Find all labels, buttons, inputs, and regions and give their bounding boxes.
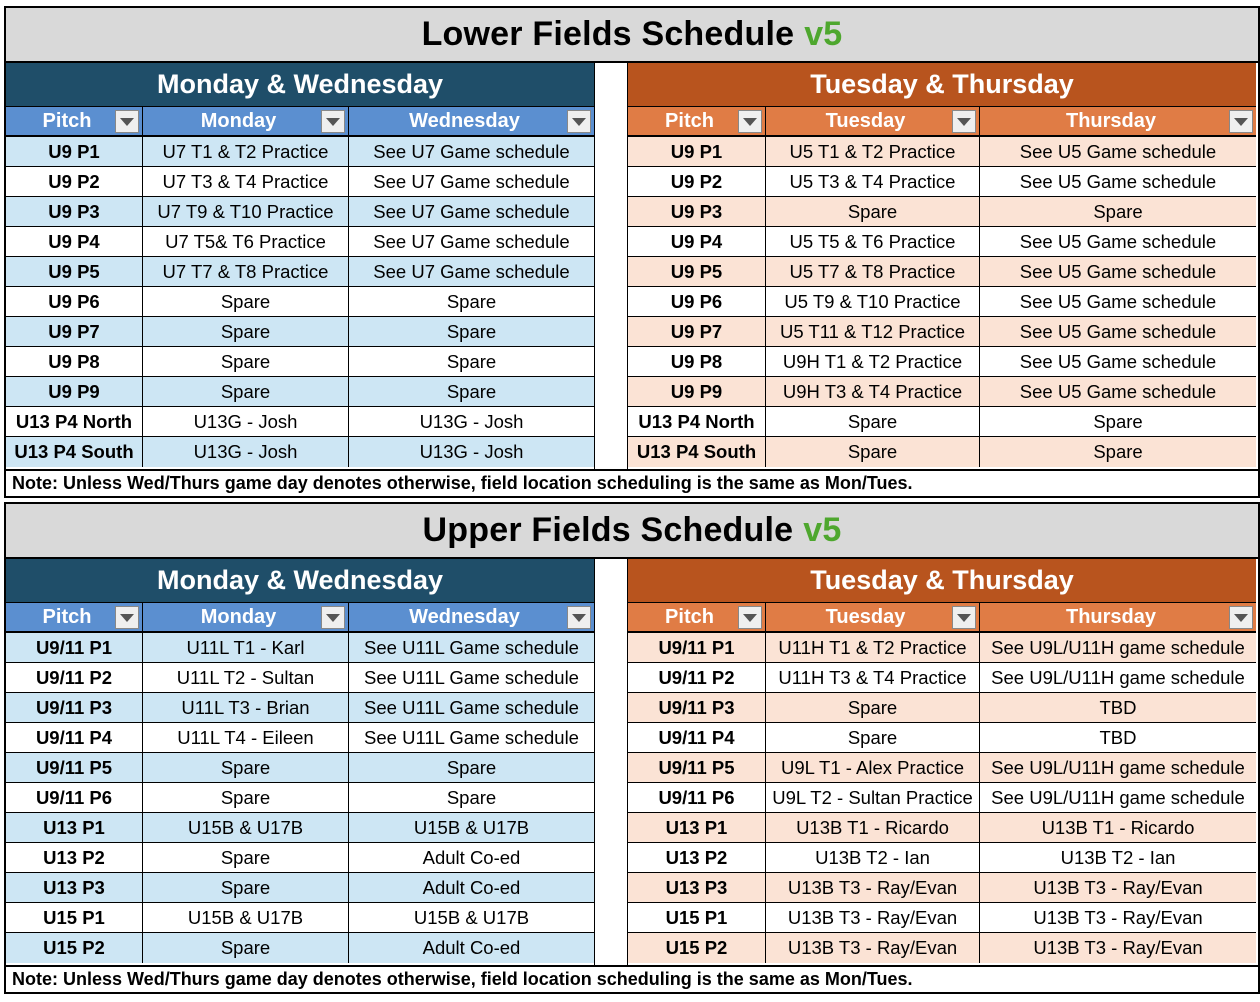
column-header [143,107,349,135]
schedule-cell[interactable]: U13B T3 - Ray/Evan [766,933,980,963]
chevron-down-icon [572,614,586,622]
pitch-cell[interactable]: U13 P4 North [628,407,766,436]
pitch-cell[interactable]: U9/11 P2 [6,663,143,692]
schedule-cell[interactable]: Spare [143,377,349,406]
schedule-cell[interactable]: Adult Co-ed [349,933,594,963]
version-label: v5 [804,15,843,53]
schedule-cell[interactable]: See U5 Game schedule [980,257,1256,286]
day-group-header: Tuesday & Thursday [628,63,1256,107]
schedule-cell[interactable]: U13B T3 - Ray/Evan [980,933,1256,963]
table-row [628,873,1256,903]
pitch-cell[interactable]: U9 P5 [628,257,766,286]
schedule-cell[interactable]: U15B & U17B [143,813,349,842]
schedule-cell[interactable]: See U7 Game schedule [349,137,594,166]
pitch-cell[interactable]: U13 P1 [628,813,766,842]
schedule-cell[interactable]: See U7 Game schedule [349,167,594,196]
filter-dropdown-button[interactable] [567,110,591,133]
schedule-cell[interactable]: See U5 Game schedule [980,287,1256,316]
schedule-block [4,559,1260,965]
column-header [349,603,594,631]
schedule-cell[interactable]: U11L T2 - Sultan [143,663,349,692]
table-row [6,663,594,693]
schedule-cell[interactable]: U11H T1 & T2 Practice [766,633,980,662]
table-row [628,633,1256,663]
schedule-cell[interactable]: U5 T5 & T6 Practice [766,227,980,256]
column-header [6,603,143,631]
schedule-cell[interactable]: U13B T3 - Ray/Evan [766,903,980,932]
schedule-cell[interactable]: See U11L Game schedule [349,663,594,692]
table-row [6,317,594,347]
version-label: v5 [803,511,842,549]
schedule-cell[interactable]: U5 T3 & T4 Practice [766,167,980,196]
day-group-header: Tuesday & Thursday [628,559,1256,603]
schedule-cell[interactable]: U13G - Josh [143,407,349,436]
section-title-text: Upper Fields Schedule [422,511,794,549]
schedule-cell[interactable]: Spare [766,693,980,722]
filter-dropdown-button[interactable] [567,606,591,629]
schedule-cell[interactable]: U13B T1 - Ricardo [766,813,980,842]
table-row [6,137,594,167]
pitch-cell[interactable]: U9 P7 [628,317,766,346]
pitch-cell[interactable]: U9 P9 [628,377,766,406]
table-row [628,347,1256,377]
schedule-cell[interactable]: See U5 Game schedule [980,317,1256,346]
table-row [6,633,594,663]
pitch-cell[interactable]: U13 P3 [628,873,766,902]
pitch-cell[interactable]: U9/11 P1 [628,633,766,662]
table-row [6,287,594,317]
column-header-label: Tuesday [825,109,906,132]
schedule-cell[interactable]: U13G - Josh [349,437,594,467]
schedule-cell[interactable]: See U5 Game schedule [980,377,1256,406]
pitch-cell[interactable]: U13 P3 [6,873,143,902]
schedule-cell[interactable]: U11H T3 & T4 Practice [766,663,980,692]
schedule-cell[interactable]: U5 T11 & T12 Practice [766,317,980,346]
schedule-cell[interactable]: See U7 Game schedule [349,257,594,286]
schedule-cell[interactable]: Spare [143,347,349,376]
table-row [6,843,594,873]
schedule-cell[interactable]: Spare [143,287,349,316]
column-header-label: Monday [200,605,277,628]
schedule-cell[interactable]: U13B T3 - Ray/Evan [766,873,980,902]
schedule-cell[interactable]: TBD [980,693,1256,722]
schedule-cell[interactable]: U13B T2 - Ian [980,843,1256,872]
chevron-down-icon [120,118,134,126]
pitch-cell[interactable]: U15 P1 [628,903,766,932]
schedule-cell[interactable]: Spare [349,377,594,406]
schedule-cell[interactable]: U13B T1 - Ricardo [980,813,1256,842]
column-header [980,603,1256,631]
tuesday-thursday-table [628,63,1256,467]
section-title-text: Lower Fields Schedule [421,15,795,53]
table-row [6,903,594,933]
schedule-cell[interactable]: Spare [349,753,594,782]
pitch-cell[interactable]: U9 P6 [628,287,766,316]
column-header-label: Monday [200,109,277,132]
lower-fields-title [4,6,1260,63]
table-row [6,723,594,753]
schedule-cell[interactable]: TBD [980,723,1256,752]
pitch-cell[interactable]: U13 P2 [628,843,766,872]
filter-dropdown-button[interactable] [952,110,976,133]
schedule-cell[interactable]: U5 T7 & T8 Practice [766,257,980,286]
pitch-cell[interactable]: U13 P4 South [628,437,766,467]
filter-dropdown-button[interactable] [321,110,345,133]
schedule-cell[interactable]: U7 T9 & T10 Practice [143,197,349,226]
pitch-cell[interactable]: U9 P3 [628,197,766,226]
schedule-cell[interactable]: Spare [980,437,1256,467]
table-row [628,903,1256,933]
pitch-cell[interactable]: U9/11 P6 [6,783,143,812]
table-row [6,693,594,723]
schedule-cell[interactable]: Spare [143,753,349,782]
column-header [6,107,143,135]
schedule-cell[interactable]: U11L T3 - Brian [143,693,349,722]
schedule-cell[interactable]: Spare [143,317,349,346]
pitch-cell[interactable]: U9/11 P6 [628,783,766,812]
pitch-cell[interactable]: U9 P8 [628,347,766,376]
table-row [628,843,1256,873]
schedule-cell[interactable]: See U7 Game schedule [349,227,594,256]
schedule-cell[interactable]: U15B & U17B [349,813,594,842]
schedule-cell[interactable]: Spare [349,287,594,316]
schedule-cell[interactable]: Spare [766,197,980,226]
column-header-label: Wednesday [409,605,520,628]
pitch-cell[interactable]: U9 P2 [6,167,143,196]
column-header [628,603,766,631]
schedule-cell[interactable]: U15B & U17B [143,903,349,932]
table-row [628,197,1256,227]
pitch-cell[interactable]: U9/11 P5 [628,753,766,782]
table-row [6,873,594,903]
chevron-down-icon [743,118,757,126]
table-row [628,723,1256,753]
chevron-down-icon [326,614,340,622]
pitch-cell[interactable]: U9/11 P3 [628,693,766,722]
table-row [6,813,594,843]
filter-dropdown-button[interactable] [1229,606,1253,629]
table-row [628,933,1256,963]
filter-dropdown-button[interactable] [115,110,139,133]
pitch-cell[interactable]: U9/11 P1 [6,633,143,662]
table-row [628,167,1256,197]
table-row [6,933,594,963]
column-header-label: Pitch [665,605,714,628]
tuesday-thursday-table [628,559,1256,963]
schedule-sheet [4,6,1260,994]
upper-fields-title [4,502,1260,559]
table-row [6,257,594,287]
pitch-cell[interactable]: U9 P3 [6,197,143,226]
pitch-cell[interactable]: U9 P8 [6,347,143,376]
schedule-cell[interactable]: U15B & U17B [349,903,594,932]
schedule-cell[interactable]: See U7 Game schedule [349,197,594,226]
table-row [6,227,594,257]
column-header-label: Thursday [1065,605,1157,628]
schedule-cell[interactable]: U13B T2 - Ian [766,843,980,872]
table-row [628,287,1256,317]
table-row [628,137,1256,167]
pitch-cell[interactable]: U9/11 P5 [6,753,143,782]
chevron-down-icon [120,614,134,622]
table-row [628,813,1256,843]
column-header [143,603,349,631]
schedule-cell[interactable]: See U5 Game schedule [980,227,1256,256]
filter-dropdown-button[interactable] [738,606,762,629]
column-divider [594,63,628,469]
schedule-cell[interactable]: Spare [349,317,594,346]
schedule-cell[interactable]: U13B T3 - Ray/Evan [980,903,1256,932]
pitch-cell[interactable]: U9/11 P4 [628,723,766,752]
pitch-cell[interactable]: U13 P2 [6,843,143,872]
chevron-down-icon [1234,614,1248,622]
table-row [6,407,594,437]
column-header-row [6,107,594,137]
table-row [6,167,594,197]
schedule-cell[interactable]: Spare [980,407,1256,436]
schedule-cell[interactable]: Adult Co-ed [349,843,594,872]
schedule-cell[interactable]: U9L T1 - Alex Practice [766,753,980,782]
pitch-cell[interactable]: U15 P2 [6,933,143,963]
column-header-label: Tuesday [825,605,906,628]
pitch-cell[interactable]: U9 P2 [628,167,766,196]
column-header [766,603,980,631]
column-divider [594,559,628,965]
table-row [628,317,1256,347]
schedule-cell[interactable]: See U9L/U11H game schedule [980,633,1256,662]
schedule-cell[interactable]: U11L T4 - Eileen [143,723,349,752]
column-header [766,107,980,135]
schedule-cell[interactable]: See U11L Game schedule [349,693,594,722]
schedule-cell[interactable]: See U9L/U11H game schedule [980,663,1256,692]
table-row [6,377,594,407]
schedule-cell[interactable]: U7 T1 & T2 Practice [143,137,349,166]
monday-wednesday-table [6,63,594,467]
chevron-down-icon [957,118,971,126]
table-row [628,437,1256,467]
table-row [6,197,594,227]
pitch-cell[interactable]: U9/11 P2 [628,663,766,692]
table-row [6,347,594,377]
table-row [628,663,1256,693]
schedule-cell[interactable]: See U9L/U11H game schedule [980,783,1256,812]
monday-wednesday-table [6,559,594,963]
pitch-cell[interactable]: U13 P1 [6,813,143,842]
schedule-cell[interactable]: Spare [766,407,980,436]
schedule-cell[interactable]: U5 T1 & T2 Practice [766,137,980,166]
pitch-cell[interactable]: U9 P7 [6,317,143,346]
schedule-cell[interactable]: Spare [349,347,594,376]
schedule-cell[interactable]: Adult Co-ed [349,873,594,902]
table-row [628,693,1256,723]
schedule-cell[interactable]: U9H T3 & T4 Practice [766,377,980,406]
chevron-down-icon [572,118,586,126]
column-header [349,107,594,135]
pitch-cell[interactable]: U9 P6 [6,287,143,316]
schedule-note: Note: Unless Wed/Thurs game day denotes otherwise, field location scheduling is the same as Mon/Tues. [4,965,1260,994]
table-row [628,227,1256,257]
table-row [628,753,1256,783]
pitch-cell[interactable]: U9 P4 [6,227,143,256]
schedule-cell[interactable]: U7 T5& T6 Practice [143,227,349,256]
table-row [6,437,594,467]
column-header-label: Pitch [42,605,92,628]
column-header-label: Pitch [42,109,92,132]
schedule-cell[interactable]: U7 T3 & T4 Practice [143,167,349,196]
chevron-down-icon [1234,118,1248,126]
column-header-row [628,603,1256,633]
schedule-cell[interactable]: See U5 Game schedule [980,167,1256,196]
column-header-label: Pitch [665,109,714,132]
chevron-down-icon [957,614,971,622]
table-row [6,783,594,813]
pitch-cell[interactable]: U9 P5 [6,257,143,286]
pitch-cell[interactable]: U9 P1 [628,137,766,166]
chevron-down-icon [326,118,340,126]
schedule-cell[interactable]: U11L T1 - Karl [143,633,349,662]
column-header-label: Thursday [1065,109,1157,132]
pitch-cell[interactable]: U9 P4 [628,227,766,256]
column-header [628,107,766,135]
schedule-cell[interactable]: Spare [349,783,594,812]
schedule-cell[interactable]: Spare [766,437,980,467]
chevron-down-icon [743,614,757,622]
schedule-cell[interactable]: See U11L Game schedule [349,633,594,662]
pitch-cell[interactable]: U15 P2 [628,933,766,963]
schedule-cell[interactable]: Spare [143,873,349,902]
schedule-cell[interactable]: U7 T7 & T8 Practice [143,257,349,286]
schedule-cell[interactable]: See U5 Game schedule [980,347,1256,376]
schedule-cell[interactable]: Spare [980,197,1256,226]
day-group-header: Monday & Wednesday [6,63,594,107]
pitch-cell[interactable]: U9/11 P4 [6,723,143,752]
table-row [628,407,1256,437]
column-header-label: Wednesday [409,109,520,132]
pitch-cell[interactable]: U13 P4 South [6,437,143,467]
filter-dropdown-button[interactable] [115,606,139,629]
schedule-note: Note: Unless Wed/Thurs game day denotes otherwise, field location scheduling is the same as Mon/Tues. [4,469,1260,498]
pitch-cell[interactable]: U9/11 P3 [6,693,143,722]
pitch-cell[interactable]: U9 P9 [6,377,143,406]
schedule-cell[interactable]: Spare [143,843,349,872]
schedule-cell[interactable]: See U11L Game schedule [349,723,594,752]
schedule-cell[interactable]: Spare [143,783,349,812]
table-row [628,377,1256,407]
schedule-cell[interactable]: U13G - Josh [349,407,594,436]
pitch-cell[interactable]: U9 P1 [6,137,143,166]
pitch-cell[interactable]: U13 P4 North [6,407,143,436]
schedule-block [4,63,1260,469]
column-header [980,107,1256,135]
day-group-header: Monday & Wednesday [6,559,594,603]
column-header-row [6,603,594,633]
pitch-cell[interactable]: U15 P1 [6,903,143,932]
schedule-cell[interactable]: U5 T9 & T10 Practice [766,287,980,316]
table-row [628,783,1256,813]
filter-dropdown-button[interactable] [321,606,345,629]
schedule-cell[interactable]: U13G - Josh [143,437,349,467]
table-row [628,257,1256,287]
schedule-cell[interactable]: Spare [143,933,349,963]
schedule-cell[interactable]: U9H T1 & T2 Practice [766,347,980,376]
column-header-row [628,107,1256,137]
filter-dropdown-button[interactable] [738,110,762,133]
schedule-cell[interactable]: See U5 Game schedule [980,137,1256,166]
schedule-cell[interactable]: See U9L/U11H game schedule [980,753,1256,782]
table-row [6,753,594,783]
schedule-cell[interactable]: U13B T3 - Ray/Evan [980,873,1256,902]
schedule-cell[interactable]: Spare [766,723,980,752]
schedule-cell[interactable]: U9L T2 - Sultan Practice [766,783,980,812]
filter-dropdown-button[interactable] [1229,110,1253,133]
filter-dropdown-button[interactable] [952,606,976,629]
